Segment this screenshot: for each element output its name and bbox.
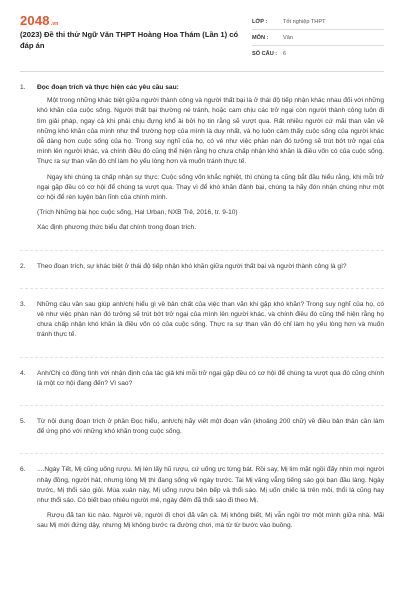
header [0,0,400,62]
logo-suffix: .vn [50,21,59,27]
site-logo[interactable] [20,13,59,28]
meta-row-class [252,14,384,30]
passage-paragraph: Một trong những khác biệt giữa người thành công và người thất bại là ở thái độ tiếp nhận khác nhau đối với những khó khăn của cuộc sống. Người thất bại thường né tránh, hoặc cam chịu các trở ngại còn người thành công luôn đi tìm giải pháp, ngay cả khi phải chịu đựng khổ ải bởi họ tin rằng sẽ vượt qua. Rất nhiều người cứ mãi than vãn về những khó khăn của mình như thể trường hợp của mình là duy nhất, và họ luôn cảm thấy cuộc sống của người khác dễ dàng hơn cuộc sống của họ. Trong suy nghĩ của họ, có vẻ như việc phàn nàn đó tưởng sẽ trút bớt trở ngại của mình lên người khác, và chính điều đó cũng thể hiện rằng họ chưa chấp nhận khó khăn là điều vốn có của cuộc sống. Thực ra sự than vãn đó chỉ làm họ yếu lòng hơn và muốn tránh thực tế. [37,97,384,166]
passage-paragraph: Rượu đã tan lúc nào. Người về, người đi chơi đã vãn cả. Mị không biết, Mị vẫn ngồi trơ một mình giữa nhà. Mãi sau Mị mới đứng dậy, nhưng Mị không bước ra đường chơi, mà từ từ bước vào buồng. [37,512,384,530]
question-number: 4. [20,369,26,377]
question-item [20,257,384,289]
meta-label: MÔN : [252,34,269,41]
question-body [37,369,384,394]
question-number: 3. [20,300,26,308]
question-prompt: Anh/Chị có đồng tình với nhận định của tác giả khi mỗi trở ngại gặp đều có cơ hội để chúng ta vượt qua đó cũng chính là một cơ hội đang đến? Vì sao? [37,369,384,387]
question-number: 5. [20,418,26,426]
logo-text: 2048 [20,13,50,28]
question-item [20,412,384,454]
header-divider [20,71,384,72]
passage-paragraph: ....Ngày Tết, Mị cũng uống rượu. Mị lén lấy hũ rượu, cứ uống ực từng bát. Rồi say, Mị lim mặt ngồi đấy nhìn mọi người nhảy đồng, người hát, nhưng lòng Mị thì đang sống về ngày trước. Tai Mị văng vẳng tiếng sáo gọi bạn đầu làng. Ngày trước, Mị thổi sáo giỏi. Mùa xuân này, Mị uống rượu bên bếp và thổi sáo. Mị uốn chiếc lá trên môi, thổi lá cũng hay như thổi sáo. Có biết bao nhiêu người mê, ngày đêm đã thổi sáo đi theo Mị. [37,466,384,505]
question-number: 2. [20,262,26,270]
question-body [37,262,384,277]
question-item [20,460,384,547]
question-body [37,465,384,536]
question-prompt: Từ nội dung đoạn trích ở phần Đọc hiểu, anh/chị hãy viết một đoạn văn (khoảng 200 chữ) về điều bản thân cần làm để ứng phó với những khó khăn trong cuộc sống. [37,418,384,436]
meta-row-question-count [252,46,384,61]
question-body [37,83,384,239]
question-number: 6. [20,466,26,474]
meta-value: Văn [283,34,293,41]
question-instruction: Đọc đoạn trích và thực hiện các yêu cầu sau: [37,84,179,91]
question-item [20,364,384,406]
passage-source: (Trích Những bài học cuộc sống, Hal Urban, NXB Trẻ, 2016, tr. 9-10) [37,209,238,217]
passage-paragraph: Ngay khi chúng ta chấp nhận sự thực: Cuộc sống vốn khắc nghiệt, thì chúng ta cũng bắt đầu hiểu rằng, khi mỗi trở ngại gặp đều có cơ hội để chúng ta vượt qua. Thay vì để khó khăn đánh bại, chúng ta hãy đón nhận chúng như một cơ hội để rèn luyện bản lĩnh của chính mình. [37,173,384,202]
question-prompt: Những câu văn sau giúp anh/chị hiểu gì về bản chất của việc than vãn khi gặp khó khăn? Trong suy nghĩ của họ, có vẻ như việc phàn nàn đó tưởng sẽ trút bớt trở ngại của mình lên người khác, và chính điều đó cũng thể hiện rằng họ chưa chấp nhận khó khăn là điều vốn có của cuộc sống. Thực ra sự than vãn đó chỉ làm họ yếu lòng hơn và muốn tránh thực tế. [37,300,384,339]
meta-value: Tốt nghiệp THPT [283,18,326,25]
question-body [37,417,384,442]
meta-label: LỚP : [252,18,268,25]
question-prompt: Theo đoạn trích, sự khác biệt ở thái độ tiếp nhận khó khăn giữa người thất bại và người thành công là gì? [37,262,347,270]
question-item [20,295,384,358]
exam-meta-table [252,14,384,61]
question-item [20,78,384,251]
meta-value: 6 [283,50,287,57]
question-number: 1. [20,84,26,91]
meta-label: SỐ CÂU : [252,50,278,57]
question-body [37,300,384,346]
meta-row-subject [252,30,384,46]
question-list [20,78,384,554]
question-prompt: Xác định phương thức biểu đạt chính trong đoạn trích. [37,224,197,232]
page-title: (2023) Đề thi thử Ngữ Văn THPT Hoàng Hoa Thám (Lần 1) có đáp án [20,30,239,50]
